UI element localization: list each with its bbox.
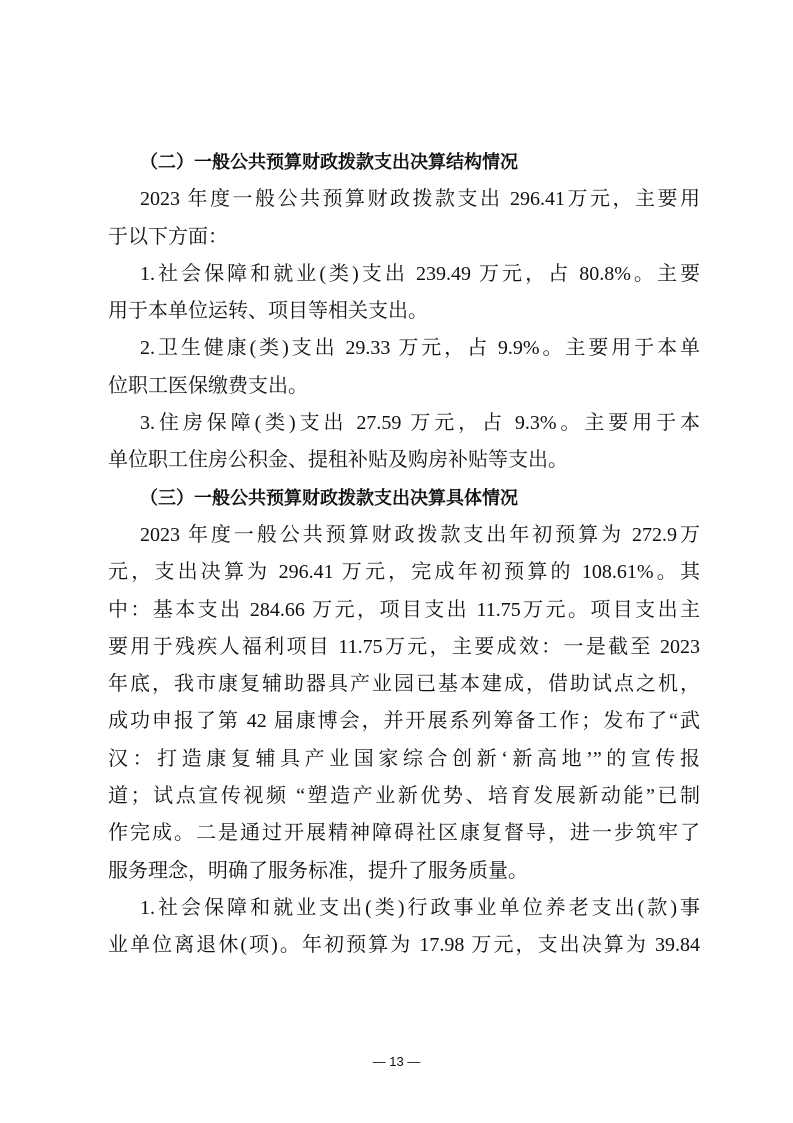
paragraph-line: 1.社会保障和就业支出(类)行政事业单位养老支出(款)事 xyxy=(140,896,700,919)
paragraph-line: 要用于残疾人福利项目 11.75万元，主要成效：一是截至 2023 xyxy=(108,635,700,658)
paragraph-line: 于以下方面： xyxy=(108,225,228,248)
paragraph-line: 元，支出决算为 296.41 万元，完成年初预算的 108.61%。其 xyxy=(108,561,700,584)
paragraph-line: 2023 年度一般公共预算财政拨款支出 296.41万元，主要用 xyxy=(140,188,700,211)
paragraph-line: 作完成。二是通过开展精神障碍社区康复督导，进一步筑牢了 xyxy=(108,822,700,845)
paragraph-line: 2.卫生健康(类)支出 29.33 万元，占 9.9%。主要用于本单 xyxy=(140,337,700,360)
paragraph-line: 道；试点宣传视频 “塑造产业新优势、培育发展新动能”已制 xyxy=(108,785,700,808)
paragraph-line: 汉：打造康复辅具产业国家综合创新‘新高地’”的宣传报 xyxy=(108,747,700,770)
paragraph-line: 位职工医保缴费支出。 xyxy=(108,374,308,397)
paragraph-line: 单位职工住房公积金、提租补贴及购房补贴等支出。 xyxy=(108,449,568,472)
section-heading: （二）一般公共预算财政拨款支出决算结构情况 xyxy=(140,152,518,173)
paragraph-line: 1.社会保障和就业(类)支出 239.49 万元，占 80.8%。主要 xyxy=(140,262,700,285)
paragraph-line: 年底，我市康复辅助器具产业园已基本建成，借助试点之机， xyxy=(108,673,700,696)
document-body xyxy=(108,144,700,965)
paragraph-line: 服务理念，明确了服务标准，提升了服务质量。 xyxy=(108,859,528,882)
paragraph-line: 2023 年度一般公共预算财政拨款支出年初预算为 272.9万 xyxy=(140,523,700,546)
paragraph-line: 业单位离退休(项)。年初预算为 17.98 万元，支出决算为 39.84 xyxy=(108,934,700,957)
paragraph-line: 成功申报了第 42 届康博会，并开展系列筹备工作；发布了“武 xyxy=(108,710,700,733)
paragraph-line: 中：基本支出 284.66 万元，项目支出 11.75万元。项目支出主 xyxy=(108,598,700,621)
section-heading: （三）一般公共预算财政拨款支出决算具体情况 xyxy=(140,487,518,509)
paragraph-line: 3.住房保障(类)支出 27.59 万元，占 9.3%。主要用于本 xyxy=(140,412,700,435)
paragraph-line: 用于本单位运转、项目等相关支出。 xyxy=(108,300,428,323)
page-number: — 13 — xyxy=(372,1054,421,1069)
